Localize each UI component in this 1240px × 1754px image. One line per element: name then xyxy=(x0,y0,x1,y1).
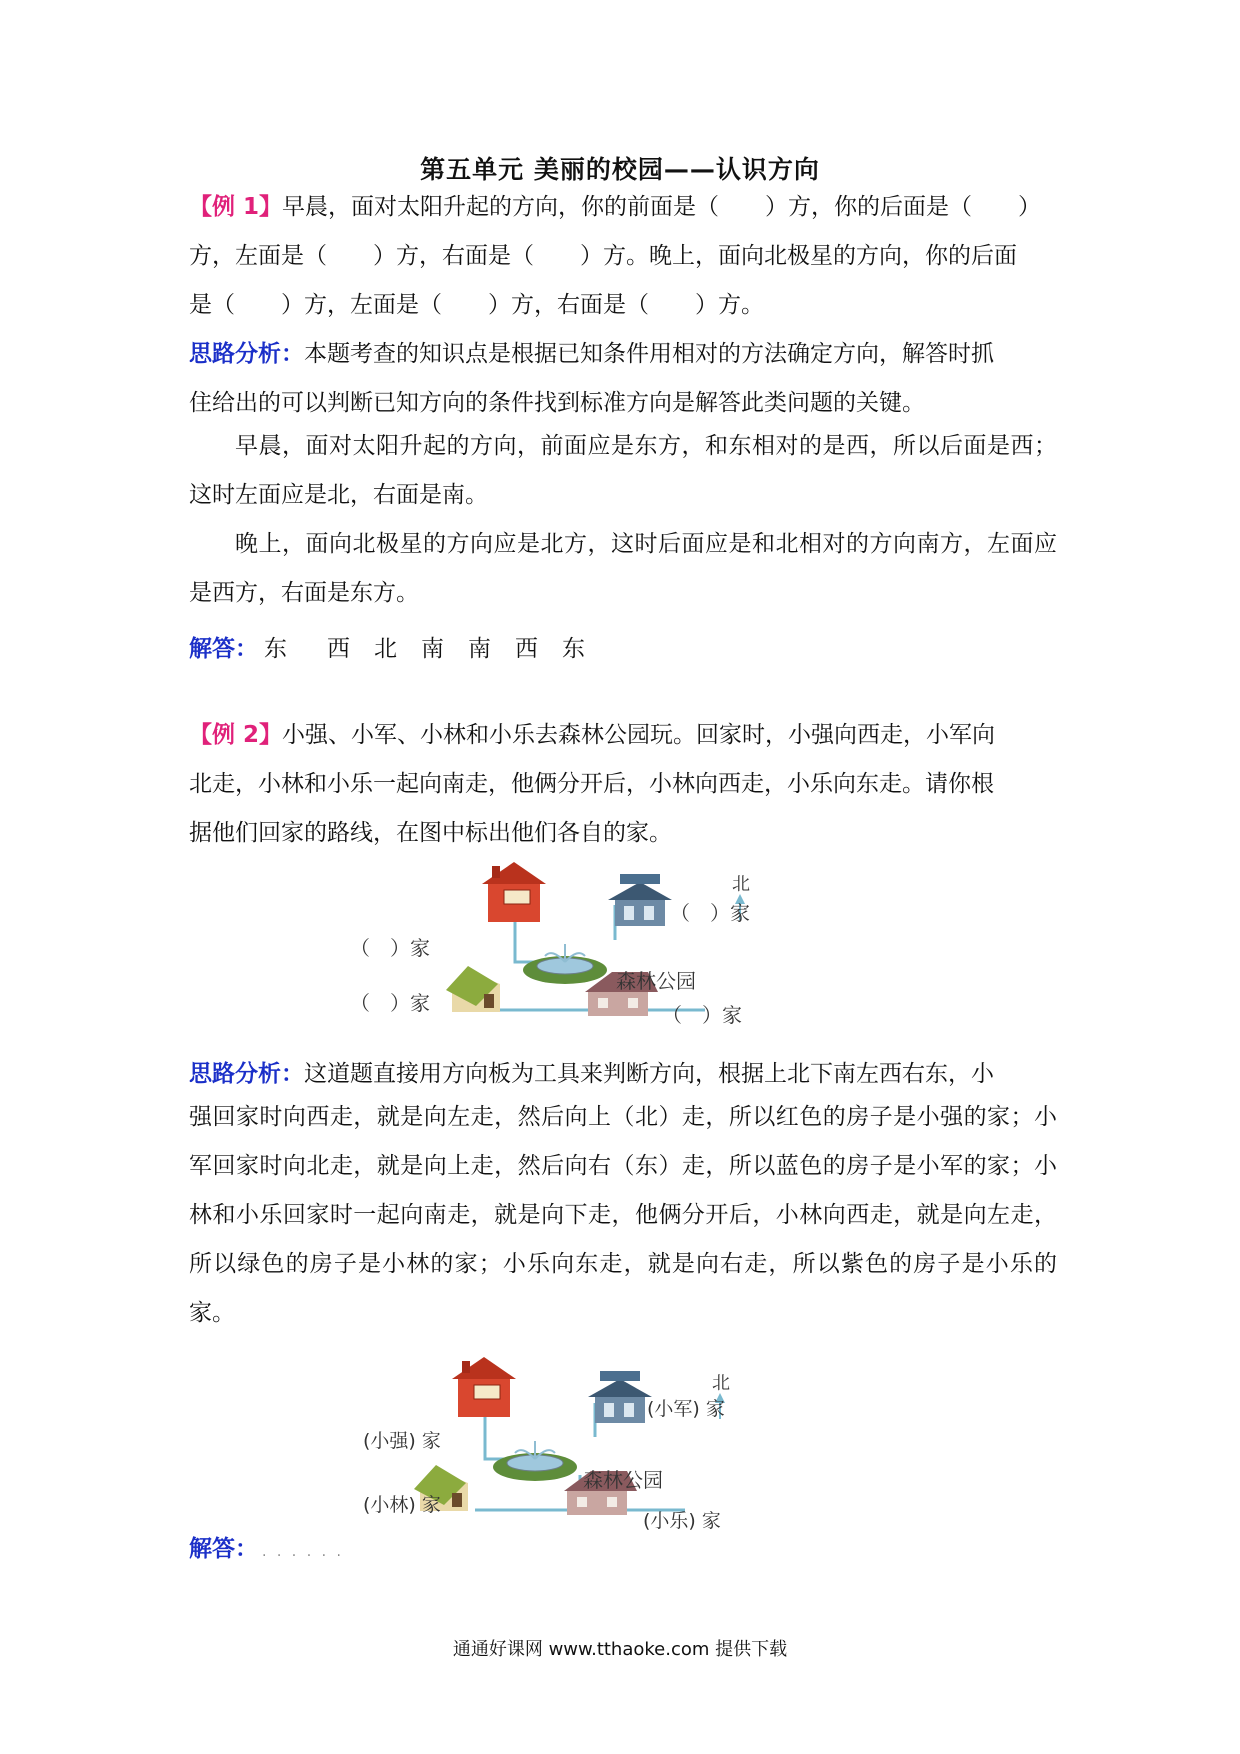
analysis1-paragraph-evening: 晚上，面向北极星的方向应是北方，这时后面应是和北相对的方向南方，左面应是西方，右面是东方。 xyxy=(189,531,1057,606)
example1-line3: 是（ ）方，左面是（ ）方，右面是（ ）方。 xyxy=(189,292,764,318)
analysis2-label: 思路分析： xyxy=(189,1061,304,1087)
red-house-label: （ ）家 xyxy=(350,936,430,960)
example2-line3: 据他们回家的路线，在图中标出他们各自的家。 xyxy=(189,820,672,846)
answer1-item: 西 xyxy=(327,636,350,662)
answer1-item: 南 xyxy=(468,636,491,662)
analysis1-line2: 住给出的可以判断已知方向的条件找到标准方向是解答此类问题的关键。 xyxy=(189,390,925,416)
green-house-label: (小林) 家 xyxy=(363,1494,441,1516)
answer1-label: 解答： xyxy=(189,636,258,662)
blue-house-label: (小军) 家 xyxy=(647,1398,725,1420)
fountain-park-icon xyxy=(523,944,607,984)
direction-map-answer xyxy=(355,1355,835,1545)
blue-house-label: （ ）家 xyxy=(670,901,750,925)
green-house-label: （ ）家 xyxy=(350,991,430,1015)
purple-house-label: （ ）家 xyxy=(662,1003,742,1027)
example2-line1: 【例 2】小强、小军、小林和小乐去森林公园玩。回家时，小强向西走，小军向 xyxy=(189,722,996,748)
north-label: 北 xyxy=(732,874,750,895)
answer1-item: 东 xyxy=(264,636,287,662)
example1-line1: 【例 1】早晨，面对太阳升起的方向，你的前面是（ ）方，你的后面是（ ） xyxy=(189,194,1042,220)
analysis1-line1: 思路分析：本题考查的知识点是根据已知条件用相对的方法确定方向，解答时抓 xyxy=(189,341,994,367)
answer1-item: 南 xyxy=(421,636,444,662)
red-house-icon xyxy=(482,862,546,922)
footer: 通通好课网 www.tthaoke.com 提供下载 xyxy=(452,1639,788,1660)
red-house-icon xyxy=(452,1357,516,1417)
dot-leader: . . . . . . xyxy=(262,1544,344,1560)
example2-label: 【例 2】 xyxy=(189,722,283,748)
direction-map-question xyxy=(350,860,860,1040)
park-label: 森林公园 xyxy=(583,1468,663,1492)
green-house-icon xyxy=(446,966,500,1012)
analysis1-paragraph-morning: 早晨，面对太阳升起的方向，前面应是东方，和东相对的是西，所以后面是西；这时左面应是北，右面是南。 xyxy=(189,433,1057,508)
example1-line2: 方，左面是（ ）方，右面是（ ）方。晚上，面向北极星的方向，你的后面 xyxy=(189,243,1017,269)
blue-house-icon xyxy=(608,874,672,926)
answer1-item: 北 xyxy=(374,636,397,662)
fountain-park-icon xyxy=(493,1441,577,1481)
example1-label: 【例 1】 xyxy=(189,194,283,220)
example2-line2: 北走，小林和小乐一起向南走，他俩分开后，小林向西走，小乐向东走。请你根 xyxy=(189,771,994,797)
blue-house-icon xyxy=(588,1371,652,1423)
north-label: 北 xyxy=(712,1373,730,1394)
answer1-item: 西 xyxy=(515,636,538,662)
analysis1-label: 思路分析： xyxy=(189,341,304,367)
analysis2-paragraph: 强回家时向西走，就是向左走，然后向上（北）走，所以红色的房子是小强的家；小军回家时向北走，就是向上走，然后向右（东）走，所以蓝色的房子是小军的家；小林和小乐回家时一起向南走，就是向下走，他俩分开后，小林向西走，就是向左走，所以绿色的房子是小林的家；小乐向东走，就是向右走，所以紫色的房子是小乐的家。 xyxy=(189,1104,1057,1326)
analysis2-line1: 思路分析：这道题直接用方向板为工具来判断方向，根据上北下南左西右东，小 xyxy=(189,1061,994,1087)
purple-house-label: (小乐) 家 xyxy=(643,1510,721,1532)
answer2 xyxy=(189,1530,258,1563)
answer1-item: 东 xyxy=(562,636,585,662)
park-label: 森林公园 xyxy=(616,969,696,993)
answer2-label: 解答： xyxy=(189,1536,258,1562)
answer1 xyxy=(189,630,609,663)
page-title: 第五单元 美丽的校园——认识方向 xyxy=(420,155,820,184)
red-house-label: (小强) 家 xyxy=(363,1430,441,1452)
